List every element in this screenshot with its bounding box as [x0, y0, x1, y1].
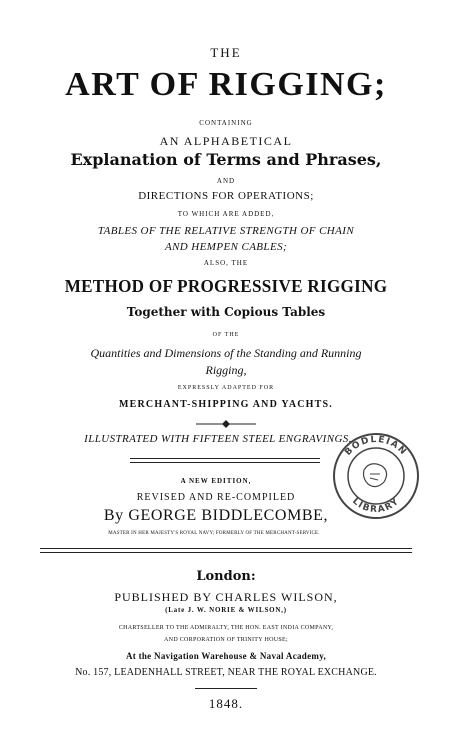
master-line: MASTER IN HER MAJESTY'S ROYAL NAVY; FORMERLY OF THE MERCHANT-SERVICE.	[108, 531, 320, 536]
double-rule-2	[40, 548, 412, 553]
svg-text:LIBRARY: LIBRARY	[350, 496, 402, 516]
directions-line: DIRECTIONS FOR OPERATIONS;	[138, 190, 314, 202]
illustrated-line: ILLUSTRATED WITH FIFTEEN STEEL ENGRAVINGS.	[84, 433, 352, 445]
together-line: Together with Copious Tables	[126, 305, 326, 319]
the-label: THE	[210, 45, 242, 60]
explanation-line: Explanation of Terms and Phrases,	[70, 150, 382, 169]
year-line: 1848.	[208, 696, 244, 711]
method-line: METHOD OF PROGRESSIVE RIGGING	[64, 276, 388, 296]
navigation-warehouse-line: At the Navigation Warehouse & Naval Academy,	[125, 651, 327, 661]
quantities-line-2: Rigging,	[205, 363, 247, 377]
london-line: London:	[196, 569, 256, 584]
short-rule	[195, 688, 257, 689]
chartseller-line-2: AND CORPORATION OF TRINITY HOUSE;	[164, 637, 288, 643]
containing-label: CONTAINING	[199, 119, 253, 127]
merchant-line: MERCHANT-SHIPPING AND YACHTS.	[119, 399, 333, 410]
also-the-label: ALSO, THE	[203, 259, 249, 267]
author-line: By GEORGE BIDDLECOMBE,	[103, 507, 329, 524]
of-the-label: OF THE	[212, 332, 240, 338]
and-label: AND	[216, 177, 236, 185]
tables-line-2: AND HEMPEN CABLES;	[164, 241, 288, 253]
published-by-line: PUBLISHED BY CHARLES WILSON,	[114, 590, 338, 604]
main-title: ART OF RIGGING;	[65, 66, 387, 103]
library-stamp	[330, 430, 422, 522]
tables-line-1: TABLES OF THE RELATIVE STRENGTH OF CHAIN	[97, 225, 355, 237]
svg-text:BODLEIAN: BODLEIAN	[343, 434, 409, 458]
ornament-divider	[196, 420, 256, 428]
chartseller-line-1: CHARTSELLER TO THE ADMIRALTY, THE HON. EAST INDIA COMPANY,	[118, 625, 334, 631]
double-rule-1	[130, 458, 320, 463]
address-line: No. 157, LEADENHALL STREET, NEAR THE ROYAL EXCHANGE.	[75, 667, 377, 678]
alphabetical-label: AN ALPHABETICAL	[159, 134, 293, 148]
late-line: (Late J. W. NORIE & WILSON,)	[165, 606, 287, 614]
to-which-label: TO WHICH ARE ADDED,	[177, 210, 275, 218]
quantities-line-1: Quantities and Dimensions of the Standing and Running	[90, 346, 362, 360]
expressly-label: EXPRESSLY ADAPTED FOR	[177, 385, 275, 391]
new-edition-label: A NEW EDITION,	[180, 477, 252, 485]
revised-line: REVISED AND RE-COMPILED	[136, 492, 296, 503]
